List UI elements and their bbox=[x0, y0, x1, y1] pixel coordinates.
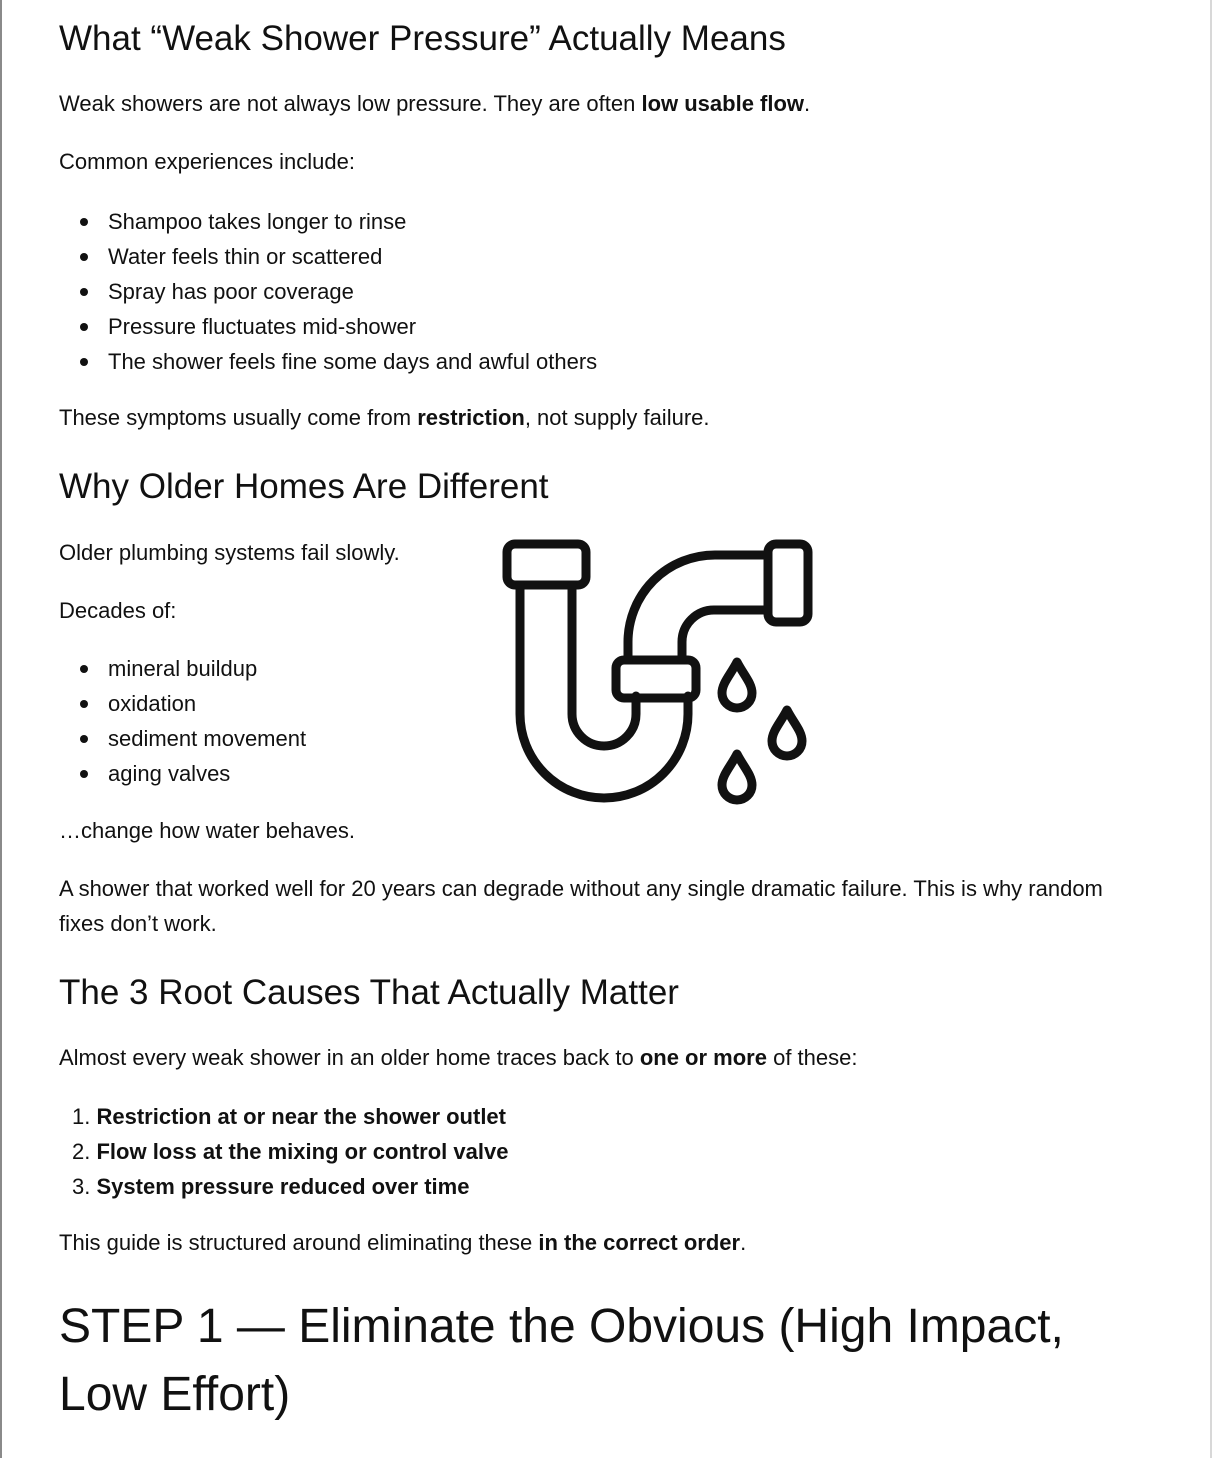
list-item: The shower feels fine some days and awful others bbox=[59, 344, 597, 379]
change-behavior-line: …change how water behaves. bbox=[59, 818, 355, 843]
conclusion-text: These symptoms usually come from bbox=[59, 405, 418, 430]
aging-factors-list bbox=[59, 651, 306, 791]
symptom-list bbox=[59, 204, 597, 379]
cause-text: Flow loss at the mixing or control valve bbox=[96, 1139, 509, 1164]
cause-text: Restriction at or near the shower outlet bbox=[96, 1104, 506, 1129]
intro-suffix: of these: bbox=[766, 1045, 858, 1070]
common-experiences-lead: Common experiences include: bbox=[59, 149, 355, 174]
degradation-paragraph: A shower that worked well for 20 years can degrade without any single dramatic failure. This is why random fixes don’t work. bbox=[59, 876, 1103, 936]
cause-text: System pressure reduced over time bbox=[96, 1174, 470, 1199]
intro-text: Weak showers are not always low pressure. They are often bbox=[59, 91, 642, 116]
decades-of-line: Decades of: bbox=[59, 598, 177, 623]
symptoms-conclusion bbox=[59, 400, 710, 435]
conclusion-bold-text: restriction bbox=[417, 405, 525, 430]
section-heading-older-homes: Why Older Homes Are Different bbox=[59, 467, 549, 506]
list-item: sediment movement bbox=[59, 721, 306, 756]
guide-structure-line bbox=[59, 1225, 746, 1260]
list-item bbox=[59, 1169, 508, 1204]
list-number: 2. bbox=[72, 1139, 91, 1164]
closing-text: This guide is structured around eliminating these bbox=[59, 1230, 539, 1255]
intro-bold-text: low usable flow bbox=[641, 91, 805, 116]
list-item: aging valves bbox=[59, 756, 306, 791]
older-plumbing-line: Older plumbing systems fail slowly. bbox=[59, 540, 400, 565]
intro-bold-text: one or more bbox=[639, 1045, 767, 1070]
list-item: Water feels thin or scattered bbox=[59, 239, 597, 274]
root-causes-intro bbox=[59, 1040, 857, 1075]
list-item: mineral buildup bbox=[59, 651, 306, 686]
list-item: oxidation bbox=[59, 686, 306, 721]
list-number: 3. bbox=[72, 1174, 91, 1199]
section-heading-root-causes: The 3 Root Causes That Actually Matter bbox=[59, 973, 679, 1012]
closing-suffix: . bbox=[740, 1230, 747, 1255]
weak-pressure-intro bbox=[59, 86, 810, 121]
conclusion-suffix: , not supply failure. bbox=[524, 405, 710, 430]
intro-suffix: . bbox=[804, 91, 811, 116]
list-number: 1. bbox=[72, 1104, 91, 1129]
step-1-heading: STEP 1 — Eliminate the Obvious (High Impact, Low Effort) bbox=[59, 1300, 1064, 1421]
section-heading-weak-pressure: What “Weak Shower Pressure” Actually Means bbox=[59, 19, 786, 58]
closing-bold-text: in the correct order bbox=[538, 1230, 741, 1255]
list-item bbox=[59, 1099, 508, 1134]
list-item bbox=[59, 1134, 508, 1169]
list-item: Spray has poor coverage bbox=[59, 274, 597, 309]
list-item: Pressure fluctuates mid-shower bbox=[59, 309, 597, 344]
intro-text: Almost every weak shower in an older home traces back to bbox=[59, 1045, 640, 1070]
leaking-pipe-icon bbox=[500, 538, 816, 810]
list-item: Shampoo takes longer to rinse bbox=[59, 204, 597, 239]
root-causes-list bbox=[59, 1099, 508, 1204]
